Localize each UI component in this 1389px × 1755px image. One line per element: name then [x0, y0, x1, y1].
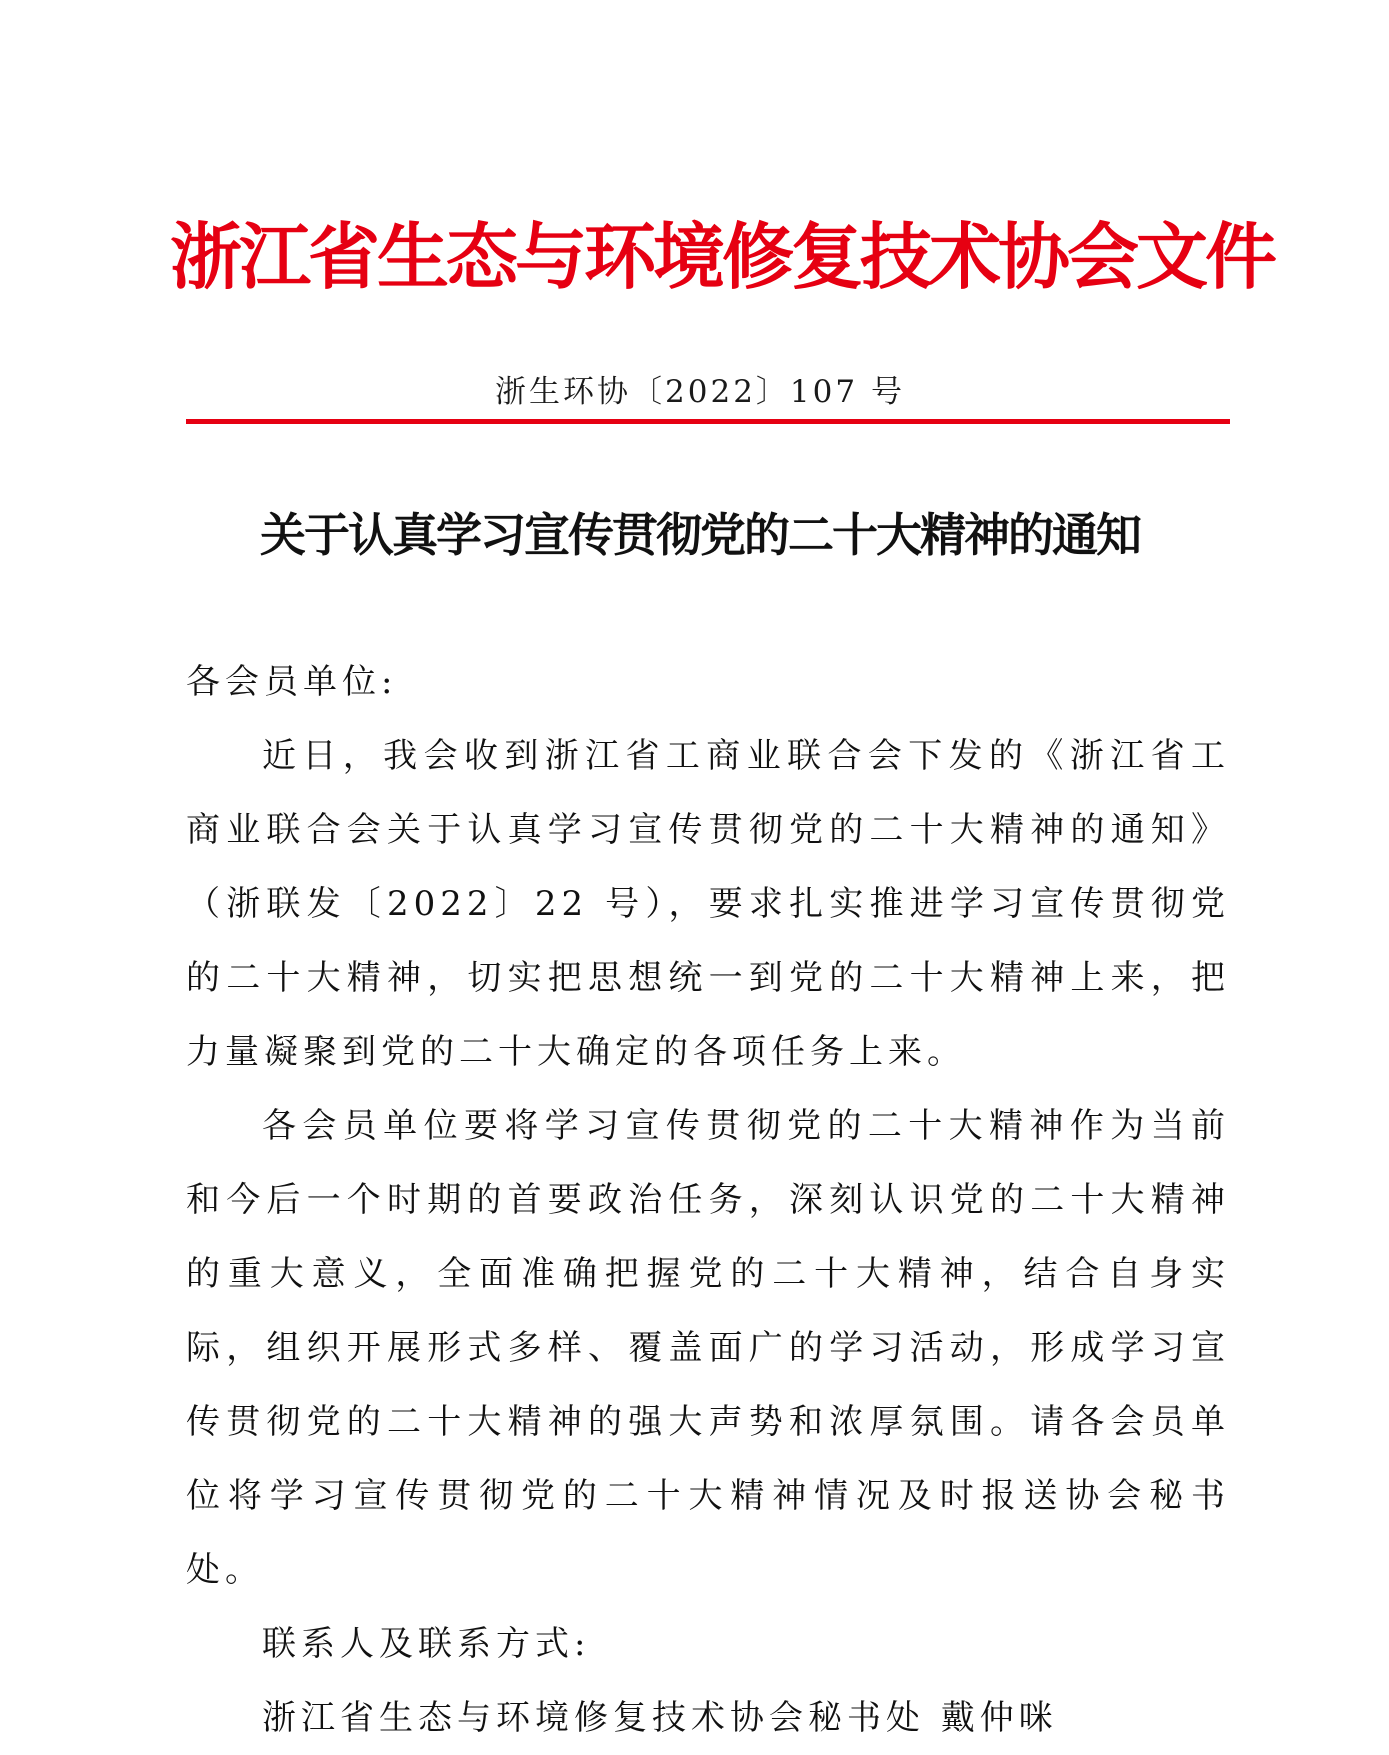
body-paragraph-1: 近日，我会收到浙江省工商业联合会下发的《浙江省工商业联合会关于认真学习宣传贯彻党的二十大精神的通知》（浙联发〔2022〕22 号），要求扎实推进学习宣传贯彻党的二十大精神，切实把思想统一到党的二十大精神上来，把力量凝聚到党的二十大确定的各项任务上来。	[186, 736, 1230, 1072]
body-paragraph-2: 各会员单位要将学习宣传贯彻党的二十大精神作为当前和今后一个时期的首要政治任务，深刻认识党的二十大精神的重大意义，全面准确把握党的二十大精神，结合自身实际，组织开展形式多样、覆盖面广的学习活动，形成学习宣传贯彻党的二十大精神的强大声势和浓厚氛围。请各会员单位将学习宣传贯彻党的二十大精神情况及时报送协会秘书处。	[186, 1106, 1230, 1590]
contact-label: 联系人及联系方式:	[262, 1624, 591, 1664]
contact-line: 浙江省生态与环境修复技术协会秘书处 戴仲咪	[262, 1698, 1058, 1738]
org-header-title: 浙江省生态与环境修复技术协会文件	[170, 215, 1275, 299]
document-body	[186, 645, 1230, 1755]
salutation: 各会员单位:	[186, 662, 398, 702]
notice-title: 关于认真学习宣传贯彻党的二十大精神的通知	[260, 508, 1140, 562]
document-number: 浙生环协〔2022〕107 号	[495, 374, 905, 410]
red-divider-line	[186, 419, 1230, 424]
